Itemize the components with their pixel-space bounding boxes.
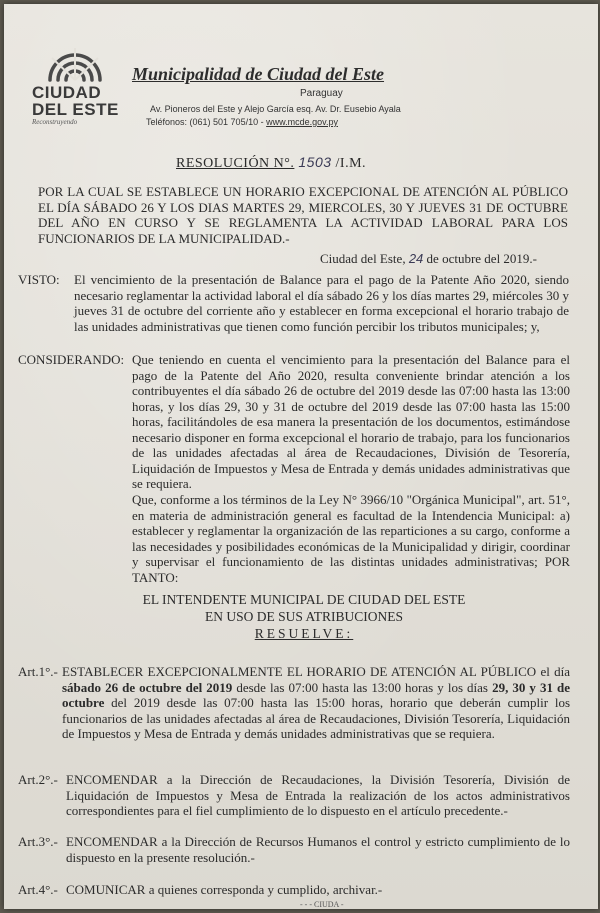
article-1-label: Art.1°.- bbox=[18, 664, 58, 679]
document-date bbox=[320, 251, 537, 267]
article-1-part-2: desde las 07:00 hasta las 13:00 horas y los días bbox=[236, 679, 488, 695]
article-3-label: Art.3°.- bbox=[18, 834, 58, 849]
municipal-logo bbox=[32, 46, 128, 126]
article-1-bold-date: sábado 26 de octubre del 2019 bbox=[62, 679, 233, 695]
logo-line-1: CIUDAD bbox=[32, 83, 102, 102]
visto-text: El vencimiento de la presentación de Balance para el pago de la Patente Año 2020, siendo necesario reglamentar la actividad laboral el día sábado 26 y los días martes 29, miércoles 30 y jueves 31 de octubre del corriente año y establecer en forma excepcional el horario trabajo de las unidades administrativas que tienen como función percibir los tributos municipales; y, bbox=[74, 272, 569, 334]
header-contact bbox=[146, 117, 338, 127]
resolution-handwritten-number: 1503 bbox=[298, 154, 332, 170]
article-1-part-3: del 2019 desde las 07:00 hasta las 15:00 horas, horario que deberán cumplir los funcionarios de las unidades afectadas al área de Recaudaciones, División Tesorería, Liquidación de Impuestos y Mesa de Entrada y demás unidades administrativas que se requiera. bbox=[62, 695, 571, 741]
visto-label: VISTO: bbox=[18, 272, 60, 287]
logo-tagline: Reconstruyendo bbox=[32, 118, 78, 126]
article-2-label: Art.2°.- bbox=[18, 772, 58, 787]
document-page bbox=[4, 4, 598, 909]
resolution-label: RESOLUCIÓN N°. bbox=[176, 156, 295, 171]
authority-line-2: EN USO DE SUS ATRIBUCIONES bbox=[204, 609, 404, 624]
date-rest: de octubre del 2019.- bbox=[426, 251, 538, 266]
article-3-text: ENCOMENDAR a la Dirección de Recursos Humanos el control y estricto cumplimiento de lo dispuesto en la presente resolución.- bbox=[66, 834, 570, 865]
logo-line-2: DEL ESTE bbox=[32, 100, 119, 119]
stamp-fragment: - - - CIUDA - bbox=[300, 900, 344, 909]
considerando-label: CONSIDERANDO: bbox=[18, 352, 125, 367]
header-title: Municipalidad de Ciudad del Este bbox=[132, 64, 385, 84]
authority-line-1: EL INTENDENTE MUNICIPAL DE CIUDAD DEL ESTE bbox=[142, 592, 466, 607]
considerando-paragraph-1: Que teniendo en cuenta el vencimiento para la presentación del Balance para el pago de la Patente del Año 2020, resulta conveniente brindar atención a los contribuyentes el día sábado 26 de octubre del 2019 desde las 07:00 hasta las 13:00 horas, y los días 29, 30 y 31 de octubre del 2019 desde las 07:00 hasta las 15:00 horas, facilitándoles de esa manera la presentación de los documentos, estimándose necesario disponer en forma excepcional el horario de trabajo, para los funcionarios de las unidades afectadas al área de Recaudaciones, División de Tesorería, Liquidación de Impuestos y Mesa de Entrada y demás unidades administrativas que se requiera. bbox=[132, 352, 570, 491]
website-link[interactable]: www.mcde.gov.py bbox=[266, 117, 338, 127]
resuelve-heading bbox=[4, 626, 600, 642]
article-1-part-1: ESTABLECER EXCEPCIONALMENTE EL HORARIO DE ATENCIÓN AL PÚBLICO el día bbox=[62, 664, 570, 679]
date-prefix: Ciudad del Este, bbox=[320, 251, 406, 266]
resuelve-text: RESUELVE: bbox=[254, 626, 354, 641]
article-1-bold-days: 29, 30 y 31 de octubre bbox=[62, 679, 571, 710]
considerando-paragraph-2: Que, conforme a los términos de la Ley N° 3966/10 "Orgánica Municipal", art. 51°, en materia de administración general es facultad de la Intendencia Municipal: a) establecer y reglamentar la organización de las reparticiones a su cargo, conforme a las necesidades y posibilidades económicas de la Municipalidad y dirigir, coordinar y supervisar el funcionamiento de las distintas unidades administrativas; POR TANTO: bbox=[132, 492, 570, 585]
resolution-number bbox=[176, 154, 366, 172]
header-country: Paraguay bbox=[300, 88, 343, 99]
article-4-label: Art.4°.- bbox=[18, 882, 58, 897]
date-day-handwritten: 24 bbox=[408, 251, 424, 266]
article-2-text: ENCOMENDAR a la Dirección de Recaudaciones, la División Tesorería, División de Liquidación de Impuestos y Mesa de Entrada la realización de los actos administrativos correspondientes para el fiel cumplimiento de lo dispuesto en el artículo precedente.- bbox=[66, 772, 570, 818]
article-1-text bbox=[62, 664, 570, 742]
header-address: Av. Pioneros del Este y Alejo García esq. Av. Dr. Eusebio Ayala bbox=[150, 104, 401, 114]
logo-emblem-icon bbox=[40, 46, 110, 84]
article-4-text: COMUNICAR a quienes corresponda y cumplido, archivar.- bbox=[66, 882, 383, 897]
telephone: Teléfonos: (061) 501 705/10 - bbox=[146, 117, 264, 127]
resolution-suffix: /I.M. bbox=[335, 156, 367, 171]
resolution-subject: POR LA CUAL SE ESTABLECE UN HORARIO EXCEPCIONAL DE ATENCIÓN AL PÚBLICO EL DÍA SÁBADO 26 Y LOS DIAS MARTES 29, MIERCOLES, 30 Y JUEVES 31 DE OCTUBRE DEL AÑO EN CURSO Y SE REGLAMENTA LA ACTIVIDAD LABORAL PARA LOS FUNCIONARIOS DE LA MUNICIPALIDAD.- bbox=[38, 184, 568, 246]
